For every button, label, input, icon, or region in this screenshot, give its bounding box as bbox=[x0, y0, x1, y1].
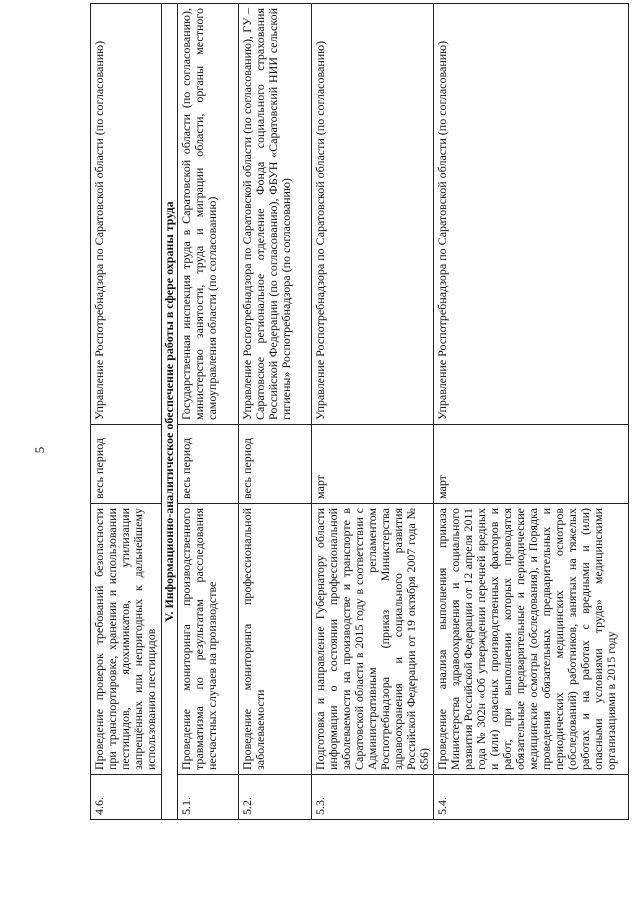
measure-text: Проведение анализа выполнения приказа Министерства здравоохранения и социального развития Российской Федерации от 12 апреля 2011 года № 302н «Об утверждении перечней вредных и (или) опасных производственных факторов и работ, при выполнении которых проводятся обязательные предварительные и периодические медицинские осмотры (обследования), и Порядка проведения обязательных предварительных и периодических медицинских осмотров (обследований) работников, занятых на тяжелых работах и на работах с вредными и (или) опасными условиями труда» медицинскими организациями в 2015 году bbox=[434, 504, 629, 775]
term-text: весь период bbox=[91, 425, 162, 504]
measure-text: Проведение мониторинга профессиональной заболеваемости bbox=[239, 504, 312, 775]
row-number: 5.1. bbox=[178, 775, 239, 820]
executor-text: Управление Роспотребнадзора по Саратовской области (по согласованию), ГУ – Саратовское региональное отделение Фонда социального страхования Российской Федерации (по согласованию), ФБУН «Саратовский НИИ сельской гигиены» Роспотребнадзора (по согласованию) bbox=[239, 4, 312, 425]
table-row bbox=[91, 4, 162, 820]
executor-text: Управление Роспотребнадзора по Саратовской области (по согласованию) bbox=[434, 4, 629, 425]
measures-table bbox=[90, 3, 629, 820]
executor-text: Государственная инспекция труда в Саратовской области (по согласованию), министерство занятости, труда и миграции области, органы местного самоуправления области (по согласованию) bbox=[178, 4, 239, 425]
row-number: 5.3. bbox=[312, 775, 434, 820]
term-text: март bbox=[434, 425, 629, 504]
term-text: март bbox=[312, 425, 434, 504]
row-number: 4.6. bbox=[91, 775, 162, 820]
table-row bbox=[178, 4, 239, 820]
term-text: весь период bbox=[239, 425, 312, 504]
table-row bbox=[312, 4, 434, 820]
page-number: 5 bbox=[32, 446, 47, 454]
measure-text: Проведение мониторинга производственного травматизма по результатам расследования несчастных случаев на производстве bbox=[178, 504, 239, 775]
measure-text: Подготовка и направление Губернатору области информации о состоянии профессиональной заболеваемости на производстве и транспорте в Саратовской области в 2015 году в соответствии с Административным регламентом Роспотребнадзора (приказ Министерства здравоохранения и социального развития Российской Федерации от 19 октября 2007 года № 656) bbox=[312, 504, 434, 775]
section-title: V. Информационно-аналитическое обеспечение работы в сфере охраны труда bbox=[162, 4, 178, 820]
executor-text: Управление Роспотребнадзора по Саратовской области (по согласованию) bbox=[91, 4, 162, 425]
term-text: весь период bbox=[178, 425, 239, 504]
table-row bbox=[239, 4, 312, 820]
executor-text: Управление Роспотребнадзора по Саратовской области (по согласованию) bbox=[312, 4, 434, 425]
row-number: 5.4. bbox=[434, 775, 629, 820]
table-row bbox=[434, 4, 629, 820]
section-header-row bbox=[162, 4, 178, 820]
row-number: 5.2. bbox=[239, 775, 312, 820]
measure-text: Проведение проверок требований безопасности при транспортировке, хранении и использовании пестицидов, ядохимикатов, утилизации запрещённых или непригодных к дальнейшему использованию пестицидов bbox=[91, 504, 162, 775]
rotated-landscape-sheet bbox=[90, 8, 630, 820]
